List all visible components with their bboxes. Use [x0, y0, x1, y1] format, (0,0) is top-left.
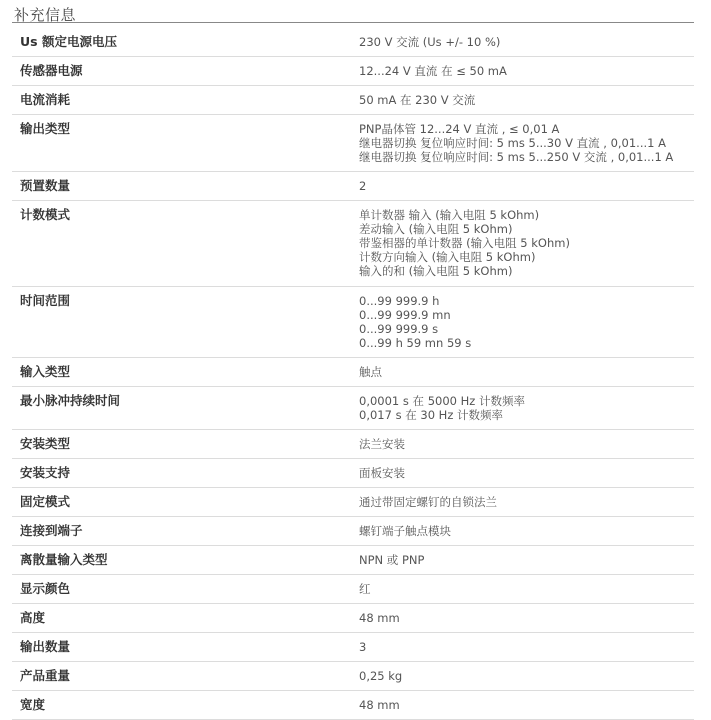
spec-value: 2	[359, 179, 367, 193]
section-divider	[12, 22, 694, 23]
spec-values	[351, 611, 694, 632]
spec-label: 计数模式	[20, 207, 71, 222]
spec-values	[351, 294, 694, 357]
spec-values	[351, 582, 694, 603]
spec-row	[12, 287, 694, 358]
spec-value: PNP晶体管 12...24 V 直流 , ≤ 0,01 A	[359, 122, 560, 136]
spec-label: 输出数量	[20, 639, 71, 654]
spec-value: 12...24 V 直流 在 ≤ 50 mA	[359, 64, 507, 78]
spec-label: 显示颜色	[20, 581, 71, 596]
spec-row	[12, 604, 694, 633]
spec-values	[351, 640, 694, 661]
spec-values	[351, 495, 694, 516]
spec-row	[12, 172, 694, 201]
spec-value: 红	[359, 582, 371, 596]
spec-value: 法兰安装	[359, 437, 405, 451]
spec-value: 0...99 h 59 mn 59 s	[359, 336, 472, 350]
spec-row	[12, 662, 694, 691]
spec-row	[12, 358, 694, 387]
spec-label: 固定模式	[20, 494, 71, 509]
spec-value: 带鉴相器的单计数器 (输入电阻 5 kOhm)	[359, 236, 570, 250]
spec-row	[12, 28, 694, 57]
spec-label: 最小脉冲持续时间	[20, 393, 121, 408]
spec-values	[351, 466, 694, 487]
spec-label: 离散量输入类型	[20, 552, 108, 567]
spec-label: 宽度	[20, 697, 46, 712]
spec-label: 输入类型	[20, 364, 71, 379]
spec-values	[351, 437, 694, 458]
spec-row	[12, 57, 694, 86]
spec-label: Us 额定电源电压	[20, 34, 117, 49]
spec-value: 继电器切换 复位响应时间: 5 ms 5...250 V 交流 , 0,01...1 A	[359, 150, 674, 164]
spec-value: 通过带固定螺钉的自锁法兰	[359, 495, 497, 509]
spec-label: 安装支持	[20, 465, 71, 480]
spec-values	[351, 394, 694, 429]
spec-row	[12, 633, 694, 662]
spec-values	[351, 64, 694, 85]
spec-row	[12, 201, 694, 287]
spec-row	[12, 488, 694, 517]
spec-value: 面板安装	[359, 466, 405, 480]
spec-value: 螺钉端子触点模块	[359, 524, 451, 538]
spec-table	[12, 28, 694, 720]
spec-values	[351, 93, 694, 114]
spec-value: NPN 或 PNP	[359, 553, 425, 567]
spec-row	[12, 575, 694, 604]
spec-value: 计数方向输入 (输入电阻 5 kOhm)	[359, 250, 536, 264]
spec-value: 触点	[359, 365, 382, 379]
spec-value: 3	[359, 640, 367, 654]
spec-row	[12, 459, 694, 488]
spec-value: 0,25 kg	[359, 669, 403, 683]
spec-values	[351, 35, 694, 56]
spec-value: 50 mA 在 230 V 交流	[359, 93, 476, 107]
spec-value: 0,017 s 在 30 Hz 计数频率	[359, 408, 504, 422]
spec-label: 传感器电源	[20, 63, 83, 78]
spec-row	[12, 387, 694, 430]
spec-label: 连接到端子	[20, 523, 83, 538]
spec-value: 0...99 999.9 s	[359, 322, 439, 336]
spec-values	[351, 122, 694, 171]
spec-label: 输出类型	[20, 121, 71, 136]
spec-value: 0...99 999.9 h	[359, 294, 440, 308]
spec-value: 输入的和 (输入电阻 5 kOhm)	[359, 264, 513, 278]
spec-values	[351, 179, 694, 200]
spec-value: 48 mm	[359, 698, 400, 712]
spec-value: 48 mm	[359, 611, 400, 625]
spec-value: 单计数器 输入 (输入电阻 5 kOhm)	[359, 208, 540, 222]
spec-value: 0...99 999.9 mn	[359, 308, 451, 322]
spec-label: 电流消耗	[20, 92, 71, 107]
spec-value: 0,0001 s 在 5000 Hz 计数频率	[359, 394, 525, 408]
spec-values	[351, 669, 694, 690]
spec-row	[12, 430, 694, 459]
spec-values	[351, 365, 694, 386]
spec-row	[12, 115, 694, 172]
spec-label: 产品重量	[20, 668, 71, 683]
spec-label: 预置数量	[20, 178, 71, 193]
spec-label: 时间范围	[20, 293, 71, 308]
spec-row	[12, 546, 694, 575]
spec-values	[351, 553, 694, 574]
spec-values	[351, 208, 694, 286]
spec-values	[351, 524, 694, 545]
spec-value: 差动输入 (输入电阻 5 kOhm)	[359, 222, 513, 236]
spec-label: 安装类型	[20, 436, 71, 451]
spec-row	[12, 86, 694, 115]
spec-label: 高度	[20, 610, 46, 625]
spec-value: 继电器切换 复位响应时间: 5 ms 5...30 V 直流 , 0,01...1 A	[359, 136, 666, 150]
spec-value: 230 V 交流 (Us +/- 10 %)	[359, 35, 501, 49]
spec-row	[12, 517, 694, 546]
section-title: 补充信息	[14, 6, 77, 24]
